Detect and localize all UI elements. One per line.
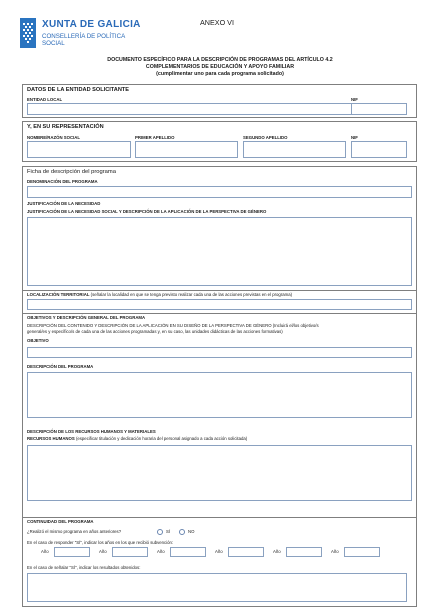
localizacion-label: LOCALIZACIÓN TERRITORIAL	[27, 292, 90, 297]
localizacion-field[interactable]	[27, 299, 412, 310]
descripcion-label: DESCRIPCIÓN DEL PROGRAMA	[27, 364, 94, 369]
recursos-title: DESCRIPCIÓN DE LOS RECURSOS HUMANOS Y MATERIALES	[27, 429, 156, 434]
responder-si-text: En el caso de responder "SÍ", indicar los años en los que recibió subvención:	[27, 540, 174, 545]
entidad-local-label: ENTIDAD LOCAL	[27, 97, 63, 102]
localizacion-text	[27, 292, 292, 297]
org-name: XUNTA DE GALICIA	[42, 19, 141, 30]
primer-apellido-label: PRIMER APELLIDO	[135, 135, 175, 140]
representante-nif-label: NIF	[351, 135, 358, 140]
recursos-field[interactable]	[27, 445, 412, 501]
anio-label: Año	[157, 549, 165, 554]
objetivos-desc-line2: general/es y específico/s de cada una de las acciones programadas y, en su caso, las unidades didácticas de las acciones formativas)	[27, 329, 283, 334]
si-label: SÍ	[166, 529, 171, 534]
org-department	[42, 33, 125, 48]
anio-field[interactable]	[170, 547, 206, 557]
anio-field[interactable]	[228, 547, 264, 557]
recursos-hint: (especificar titulación y dedicación horaria del personal asignado a cada acción solicitada)	[75, 436, 248, 441]
denominacion-label: DENOMINACIÓN DEL PROGRAMA	[27, 179, 98, 184]
continuidad-title: CONTINUIDAD DEL PROGRAMA	[27, 519, 94, 524]
anio-label: Año	[331, 549, 339, 554]
denominacion-field[interactable]	[27, 186, 412, 198]
justificacion-title: JUSTIFICACIÓN DE LA NECESIDAD	[27, 201, 101, 206]
recursos-label: RECURSOS HUMANOS	[27, 436, 75, 441]
entidad-nif-field[interactable]	[351, 103, 407, 115]
document-title-line1: DOCUMENTO ESPECÍFICO PARA LA DESCRIPCIÓN DE PROGRAMAS DEL ARTÍCULO 4.2	[107, 57, 333, 63]
justificacion-field[interactable]	[27, 217, 412, 286]
realizo-question: ¿Realizó el mismo programa en años anteriores?	[27, 529, 122, 534]
localizacion-hint: (señalar la localidad en que se tenga previsto realizar cada una de las acciones previstas en el programa)	[90, 292, 293, 297]
segundo-apellido-field[interactable]	[243, 141, 346, 158]
no-label: NO	[188, 529, 195, 534]
entidad-section-title: DATOS DE LA ENTIDAD SOLICITANTE	[27, 87, 130, 93]
representante-nif-field[interactable]	[351, 141, 407, 158]
xunta-emblem-icon	[22, 22, 34, 44]
objetivo-label: OBJETIVO	[27, 338, 49, 343]
anexo-label: ANEXO VI	[200, 18, 234, 27]
anio-label: Año	[215, 549, 223, 554]
divider	[23, 313, 416, 314]
entidad-local-field[interactable]	[27, 103, 369, 115]
ficha-section-title: Ficha de descripción del programa	[27, 169, 116, 175]
representacion-section	[22, 121, 417, 162]
anio-label: Año	[99, 549, 107, 554]
ficha-section	[22, 166, 417, 607]
divider	[23, 517, 416, 518]
anio-field[interactable]	[54, 547, 90, 557]
no-radio[interactable]	[179, 529, 185, 535]
entidad-nif-label: NIF	[351, 97, 358, 102]
si-radio[interactable]	[157, 529, 163, 535]
divider	[23, 290, 416, 291]
document-title-line2: COMPLEMENTARIOS DE EDUCACIÓN Y APOYO FAMILIAR	[145, 64, 295, 70]
descripcion-field[interactable]	[27, 372, 412, 418]
segundo-apellido-label: SEGUNDO APELLIDO	[243, 135, 288, 140]
objetivo-field[interactable]	[27, 347, 412, 358]
org-department-line2: SOCIAL	[42, 40, 65, 48]
anio-field[interactable]	[112, 547, 148, 557]
xunta-logo	[20, 18, 36, 48]
anio-label: Año	[41, 549, 49, 554]
anio-label: Año	[273, 549, 281, 554]
nombre-field[interactable]	[27, 141, 131, 158]
entidad-section	[22, 84, 417, 118]
representacion-section-title: Y, EN SU REPRESENTACIÓN	[27, 124, 104, 130]
recursos-text	[27, 436, 247, 441]
org-department-line1: CONSELLERÍA DE POLÍTICA	[42, 33, 126, 40]
primer-apellido-field[interactable]	[135, 141, 238, 158]
objetivos-desc-line1: DESCRIPCIÓN DEL CONTENIDO Y DESCRIPCIÓN DE LA APLICACIÓN EN SU DISEÑO DE LA PERSPECTIVA DE GÉNERO (Incluirá el/los objetivo/s	[27, 323, 319, 328]
anio-field[interactable]	[344, 547, 380, 557]
document-title	[40, 57, 400, 78]
resultados-field[interactable]	[27, 573, 407, 602]
nombre-label: NOMBRE/RAZÓN SOCIAL	[27, 135, 80, 140]
objetivos-title: OBJETIVOS Y DESCRIPCIÓN GENERAL DEL PROGRAMA	[27, 315, 146, 320]
justificacion-label: JUSTIFICACIÓN DE LA NECESIDAD SOCIAL Y DESCRIPCIÓN DE LA APLICACIÓN DE LA PERSPECTIVA DE GÉNERO	[27, 209, 267, 214]
senalar-si-text: En el caso de señalar "SÍ", indicar los resultados obtenidos:	[27, 565, 141, 570]
document-title-line3: (cumplimentar uno para cada programa solicitado)	[156, 71, 284, 77]
anio-field[interactable]	[286, 547, 322, 557]
